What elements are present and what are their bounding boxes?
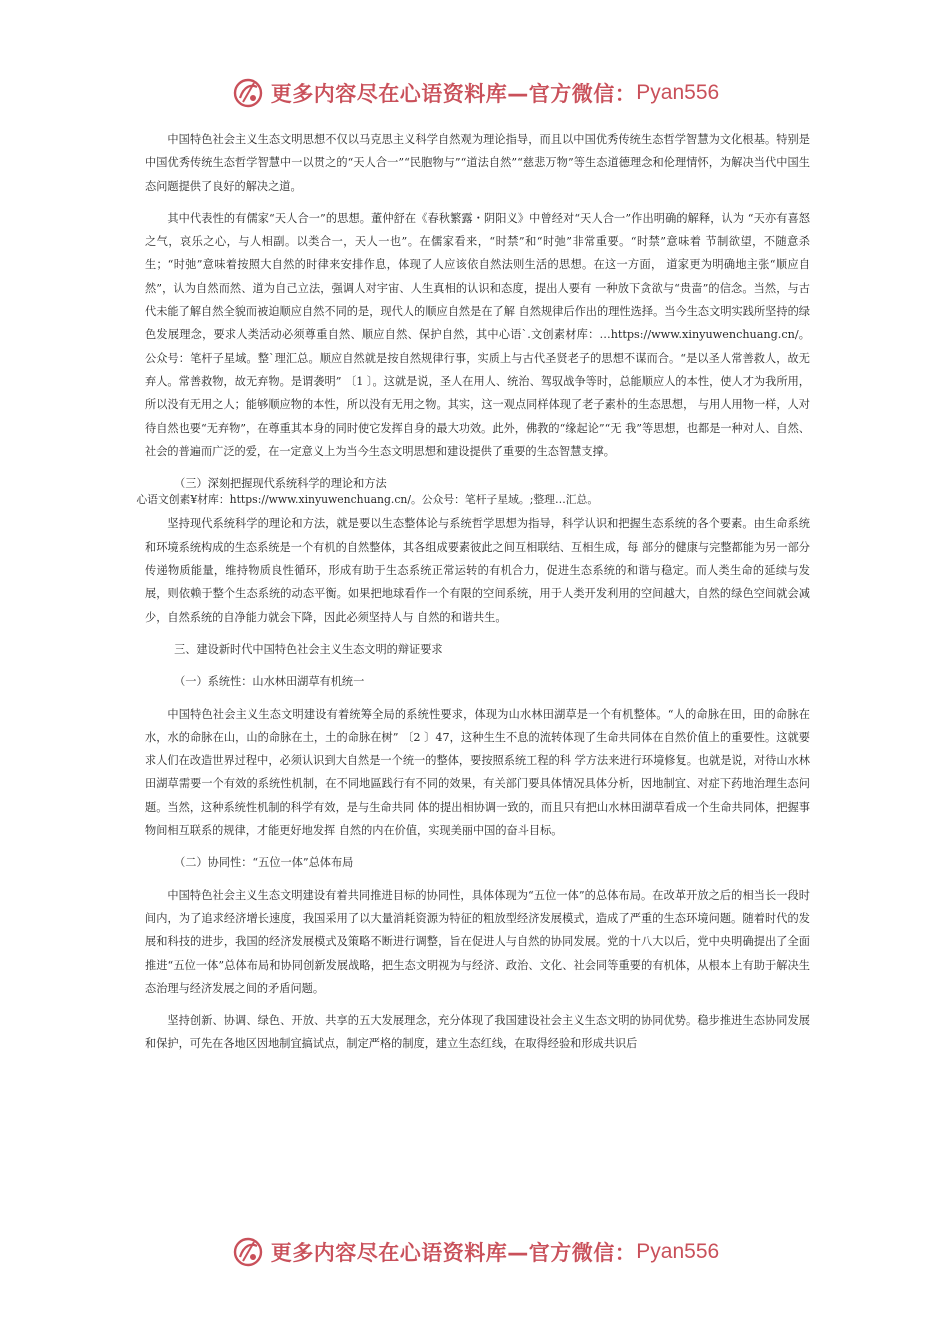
paragraph-4: 中国特色社会主义生态文明建设有着统筹全局的系统性要求，体现为山水林田湖草是一个有机整体。“人的命脉在田，田的命脉在水，水的命脉在山，山的命脉在土，土的命脉在树” 〔2 〕47，这种生生不息的流转体现了生命共同体在自然价值上的重要性。这就要求人们在改造世界过程中，必须认识到大自然是一个统一的整体，要按照系统工程的科 学方法来进行环境修复。也就是说，对待山水林田湖草需要一个有效的系统性机制，在不同地區践行有不同的效果，有关部门要具体情况具体分析，因地制宜、对症下药地治理生态问题。当然，这种系统性机制的科学有效，是与生命共同 体的提出相协调一致的，而且只有把山水林田湖草看成一个生命共同体，把握事物间相互联系的规律，才能更好地发挥 自然的内在价值，实现美丽中国的奋斗目标。 [145,707,810,838]
banner-wechat-id: Pyan556 [636,81,720,104]
header-banner [0,73,950,113]
watermark-note: 心语文创素¥材库：https://www.xinyuwenchuang.cn/。公众号：笔杆子星域。;整理…汇总。 [136,493,599,507]
paragraph-5: 中国特色社会主义生态文明建设有着共同推进目标的协同性，具体体现为“五位一体”的总体布局。在改革开放之后的相当长一段时间内，为了追求经济增长速度，我国采用了以大量消耗资源为特征的粗放型经济发展模式，造成了严重的生态环境问题。随着时代的发展和科技的进步，我国的经济发展模式及策略不断进行调整，旨在促进人与自然的协同发展。党的十八大以后，党中央明确提出了全面推进“五位一体”总体布局和协同创新发展战略，把生态文明视为与经济、政治、文化、社会同等重要的有机体，从根本上有助于解决生态治理与经济发展之间的矛盾问题。 [145,888,810,995]
paragraph-6: 坚持创新、协调、绿色、开放、共享的五大发展理念，充分体现了我国建设社会主义生态文明的协同优势。稳步推进生态协同发展和保护，可先在各地区因地制宜搞试点，制定严格的制度，建立生态红线，在取得经验和形成共识后 [145,1014,810,1051]
section-heading-3: （三）深刻把握现代系统科学的理论和方法 [174,477,387,491]
paragraph-1: 中国特色社会主义生态文明思想不仅以马克思主义科学自然观为理论指导，而且以中国优秀传统生态哲学智慧为文化根基。特别是中国优秀传统生态哲学智慧中一以贯之的“天人合一”“民胞物与”“道法自然”“慈悲万物”等生态道德理念和伦理情怀，为解决当代中国生态问题提供了良好的解决之道。 [145,133,810,193]
brand-logo-icon [231,1235,265,1269]
document-body [136,128,810,1056]
brand-logo-icon [231,76,265,110]
section-heading-systematic: （一）系统性：山水林田湖草有机统一 [174,675,365,689]
banner-wechat-id: Pyan556 [636,1240,720,1263]
banner-text: 更多内容尽在心语资料库—官方微信： [270,1241,637,1265]
banner-text: 更多内容尽在心语资料库—官方微信： [270,82,637,106]
section-heading-synergy: （二）协同性：“五位一体”总体布局 [174,856,354,870]
chapter-heading-3: 三、建设新时代中国特色社会主义生态文明的辩证要求 [174,642,443,656]
paragraph-3: 坚持现代系统科学的理论和方法，就是要以生态整体论与系统哲学思想为指导，科学认识和把握生态系统的各个要素。由生命系统和环境系统构成的生态系统是一个有机的自然整体，其各组成要素彼此之间互相联结、互相生成，每 部分的健康与完整都能为另一部分传递物质能量，维持物质良性循环，形成有助于生态系统正常运转的有机合力，促进生态系统的和谐与稳定。而人类生命的延续与发展，则依赖于整个生态系统的动态平衡。如果把地球看作一个有限的空间系统，用于人类开发利用的空间越大，自然的绿色空间就会减少，自然系统的自净能力就会下降，因此必须坚持人与 自然的和谐共生。 [145,517,810,624]
footer-banner [0,1232,950,1272]
paragraph-2: 其中代表性的有儒家“天人合一”的思想。董仲舒在《春秋繁露・阴阳义》中曾经对“天人合一”作出明确的解释，认为 “天亦有喜怒之气，哀乐之心，与人相副。以类合一，天人一也”。在儒家看来，“时禁”和“时弛”非常重要。“时禁”意味着 节制欲望，不随意杀生；“时弛”意味着按照大自然的时律来安排作息，体现了人应该依自然法则生活的思想。在这一方面， 道家更为明确地主张“顺应自然”，认为自然而然、道为自己立法，强调人对宇宙、人生真相的认识和态度，提出人要有 一种放下贪欲与“贵啬”的信念。当然，与古代未能了解自然全貌而被迫顺应自然不同的是，现代人的顺应自然是在了解 自然规律后作出的理性选择。当今生态文明实践所坚持的绿色发展理念，要求人类活动必须尊重自然、顺应自然、保护自然，其中心语`.文创素材库：…https://www.xinyuwenchuang.cn/。公众号：笔杆子星域。整`理汇总。顺应自然就是按自然规律行事，实质上与古代圣贤老子的思想不谋而合。“是以圣人常善救人，故无弃人。常善救物，故无弃物。是谓袭明” 〔1 〕。这就是说，圣人在用人、统治、驾驭战争等时，总能顺应人的本性，使人才为我所用，所以没有无用之人；能够顺应物的本性，所以没有无用之物。其实，这一观点同样体现了老子素朴的生态思想， 与用人用物一样，人对待自然也要“无弃物”，在尊重其本身的同时使它发挥自身的最大功效。此外，佛教的“缘起论”“无 我”等思想，也都是一种对人、自然、社会的普遍而广泛的爱，在一定意义上为当今生态文明思想和建设提供了重要的生态智慧支撑。 [145,211,810,458]
